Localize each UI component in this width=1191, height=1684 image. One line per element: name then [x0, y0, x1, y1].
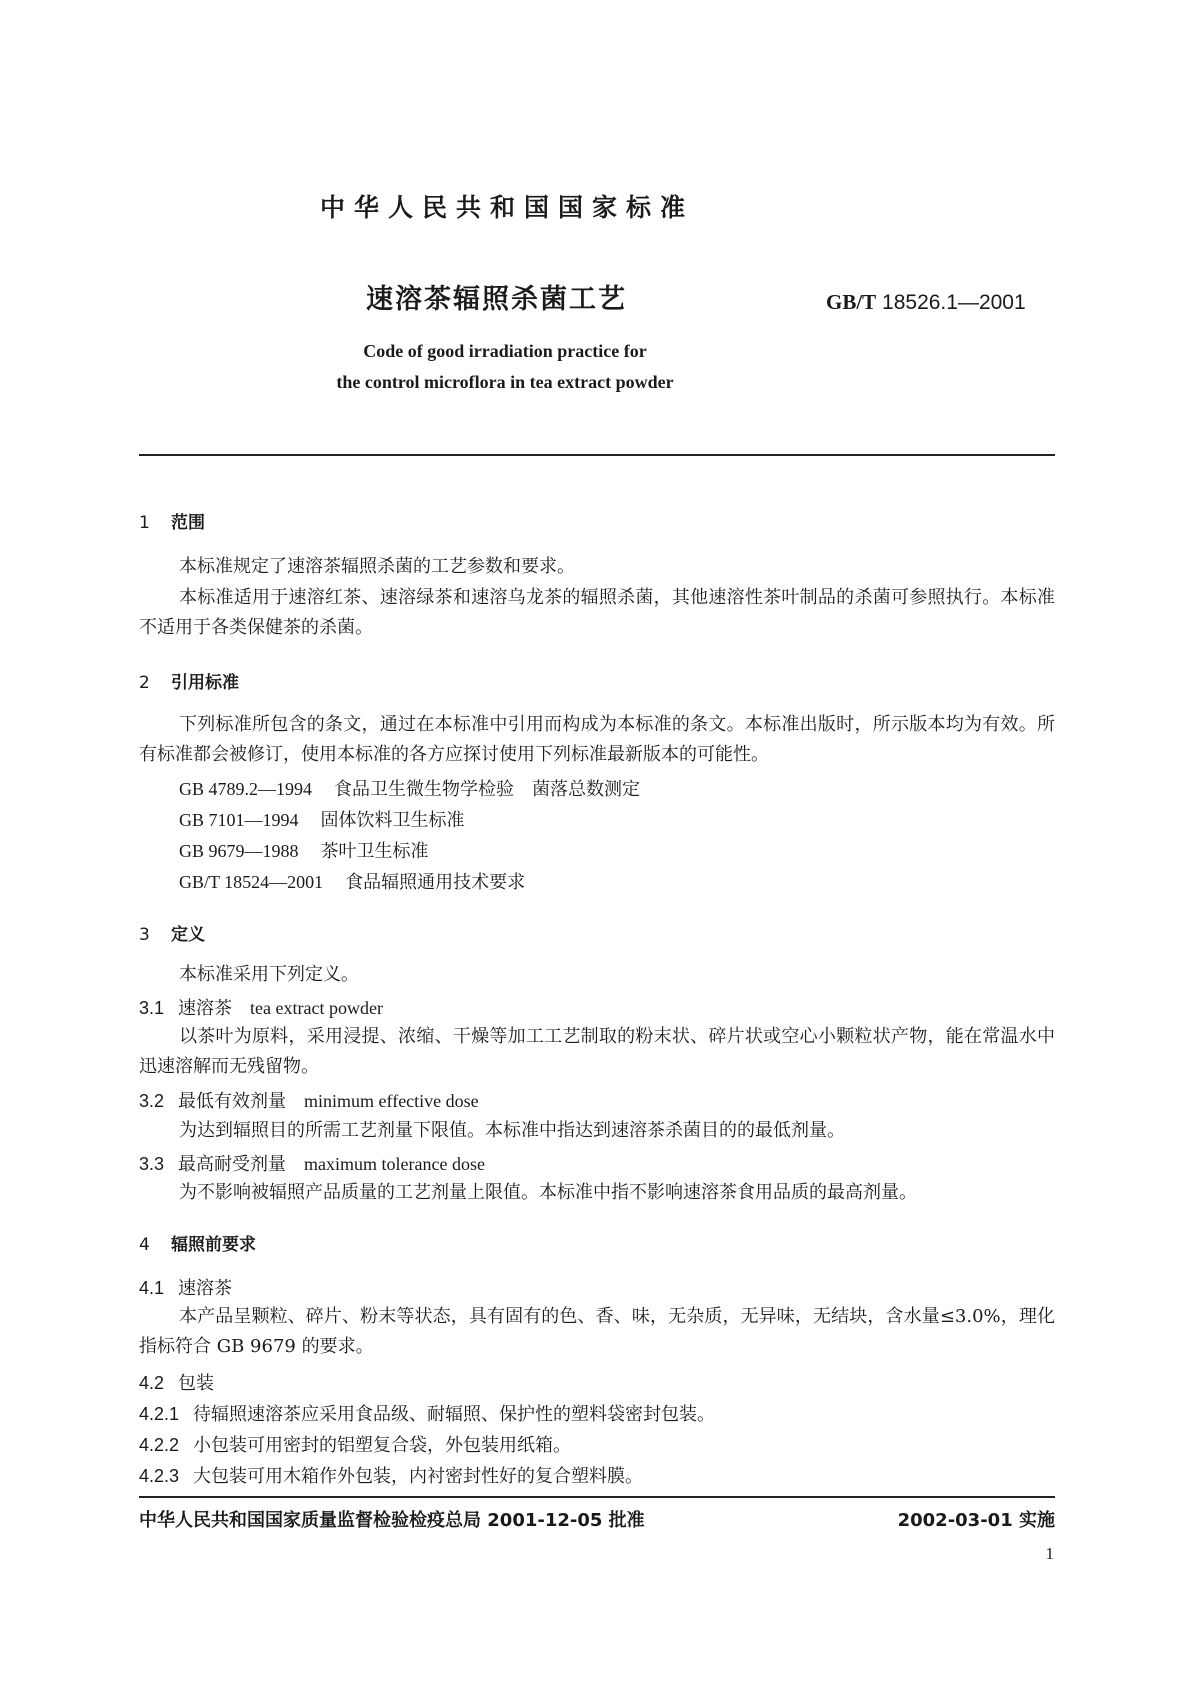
definition-term: 最低有效剂量 [178, 1091, 287, 1112]
approval-statement: 中华人民共和国国家质量监督检验检疫总局 2001-12-05 批准 [139, 1510, 645, 1531]
section-number: 1 [139, 513, 150, 533]
reference-item [179, 868, 525, 894]
document-title-en-line1: Code of good irradiation practice for [363, 341, 647, 361]
reference-code: GB 4789.2—1994 [179, 779, 313, 799]
definition-heading [139, 994, 383, 1020]
clause-item [139, 1431, 571, 1457]
reference-name: 食品辐照通用技术要求 [345, 872, 526, 893]
paragraph: 本标准规定了速溶茶辐照杀菌的工艺参数和要求。 [179, 556, 575, 577]
section-number: 2 [139, 673, 150, 693]
reference-item [179, 837, 429, 863]
section-title: 范围 [171, 513, 205, 533]
clause-number: 4.2.3 [139, 1466, 180, 1486]
clause-heading [139, 1274, 232, 1300]
definition-term-en: tea extract powder [250, 998, 383, 1018]
paragraph: 下列标准所包含的条文，通过在本标准中引用而构成为本标准的条文。本标准出版时，所示版本均为有效。所有标准都会被修订，使用本标准的各方应探讨使用下列标准最新版本的可能性。 [139, 714, 1055, 765]
reference-name: 固体饮料卫生标准 [320, 810, 465, 831]
section-number: 4 [139, 1235, 150, 1255]
standard-code [826, 290, 1026, 315]
reference-code: GB/T 18524—2001 [179, 872, 324, 892]
clause-text: 本产品呈颗粒、碎片、粉末等状态，具有固有的色、香、味，无杂质，无异味，无结块，含水量≤3.0%，理化指标符合 GB 9679 的要求。 [139, 1306, 1055, 1357]
clause-number: 3.3 [139, 1154, 165, 1174]
section-title: 引用标准 [171, 673, 239, 693]
section-title: 定义 [171, 925, 205, 945]
implementation-date: 2002-03-01 实施 [897, 1510, 1055, 1531]
section-title: 辐照前要求 [171, 1235, 256, 1255]
paragraph: 本标准采用下列定义。 [179, 964, 359, 985]
clause-number: 4.1 [139, 1278, 165, 1298]
clause-number: 4.2 [139, 1373, 165, 1393]
definition-text: 为不影响被辐照产品质量的工艺剂量上限值。本标准中指不影响速溶茶食用品质的最高剂量。 [179, 1182, 917, 1203]
document-title-en-line2: the control microflora in tea extract powder [336, 372, 674, 392]
definition-term: 速溶茶 [178, 998, 233, 1019]
clause-text: 大包装可用木箱作外包装，内衬密封性好的复合塑料膜。 [193, 1466, 644, 1487]
section-heading-3 [139, 920, 205, 945]
reference-item [179, 806, 465, 832]
section-heading-4 [139, 1230, 256, 1255]
reference-code: GB 7101—1994 [179, 810, 299, 830]
clause-text: 待辐照速溶茶应采用食品级、耐辐照、保护性的塑料袋密封包装。 [193, 1404, 716, 1425]
reference-code: GB 9679—1988 [179, 841, 299, 861]
national-standard-label: 中华人民共和国国家标准 [320, 193, 695, 222]
document-title-cn: 速溶茶辐照杀菌工艺 [366, 284, 627, 315]
standard-code-number: 18526.1—2001 [882, 291, 1026, 314]
footer-divider [139, 1496, 1055, 1498]
clause-number: 3.1 [139, 998, 165, 1018]
clause-item [139, 1462, 643, 1488]
definition-term: 最高耐受剂量 [178, 1154, 287, 1175]
definition-heading [139, 1087, 479, 1113]
section-number: 3 [139, 925, 150, 945]
clause-number: 4.2.2 [139, 1435, 180, 1455]
paragraph: 本标准适用于速溶红茶、速溶绿茶和速溶乌龙茶的辐照杀菌，其他速溶性茶叶制品的杀菌可参照执行。本标准不适用于各类保健茶的杀菌。 [139, 587, 1055, 638]
page-number: 1 [1045, 1544, 1054, 1563]
definition-text: 为达到辐照目的所需工艺剂量下限值。本标准中指达到速溶茶杀菌目的的最低剂量。 [179, 1120, 845, 1141]
definition-term-en: minimum effective dose [304, 1091, 479, 1111]
section-heading-1 [139, 508, 205, 533]
reference-name: 食品卫生微生物学检验 菌落总数测定 [334, 779, 641, 800]
clause-item [139, 1400, 715, 1426]
definition-heading [139, 1150, 485, 1176]
definition-term-en: maximum tolerance dose [304, 1154, 485, 1174]
clause-heading [139, 1369, 214, 1395]
standard-code-prefix: GB/T [826, 290, 877, 314]
clause-label: 包装 [178, 1373, 215, 1394]
header-divider [139, 454, 1055, 456]
clause-number: 3.2 [139, 1091, 165, 1111]
reference-name: 茶叶卫生标准 [320, 841, 429, 862]
reference-item [179, 775, 640, 801]
clause-number: 4.2.1 [139, 1404, 180, 1424]
definition-text: 以茶叶为原料，采用浸提、浓缩、干燥等加工工艺制取的粉末状、碎片状或空心小颗粒状产物，能在常温水中迅速溶解而无残留物。 [139, 1026, 1055, 1077]
clause-label: 速溶茶 [178, 1278, 233, 1299]
clause-text: 小包装可用密封的铝塑复合袋，外包装用纸箱。 [193, 1435, 572, 1456]
section-heading-2 [139, 668, 239, 693]
